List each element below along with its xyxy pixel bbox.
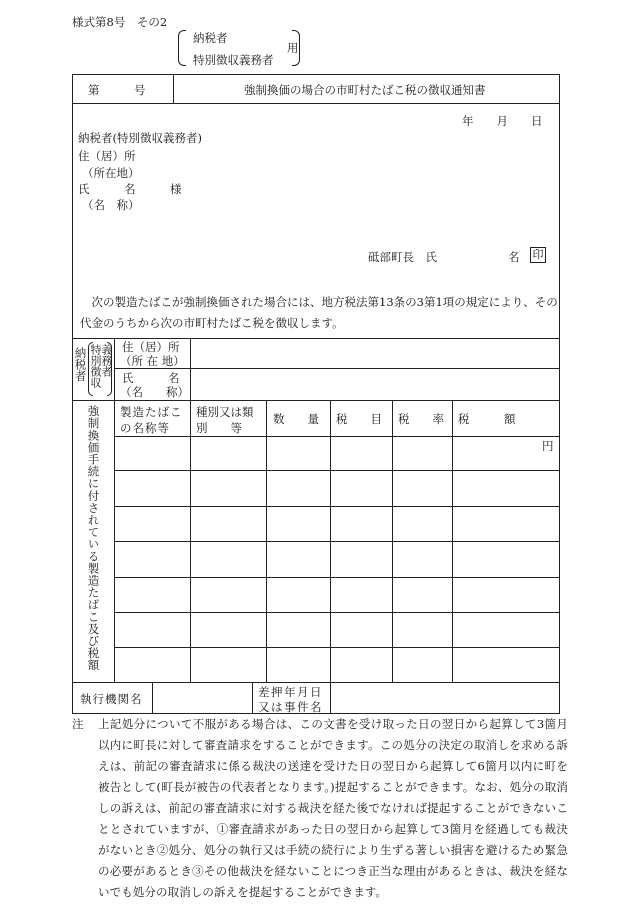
taxpayer-field-divider — [190, 338, 191, 400]
header-product-name: 製造たばこの名称等 — [120, 405, 183, 435]
goods-row-line — [114, 436, 560, 437]
recipient-address: 住（居）所 — [78, 149, 136, 163]
bracket-left — [178, 30, 186, 66]
bracket-suffix: 用 — [287, 41, 299, 55]
mayor-name-label: 名 — [508, 250, 520, 264]
taxpayer-location-label: （所 在 地） — [120, 354, 185, 368]
header-category: 種別又は類別 等 — [196, 405, 254, 435]
bracket-line1: 納税者 — [193, 31, 228, 45]
goods-row-line — [114, 470, 560, 471]
goods-bottom-line — [72, 682, 560, 683]
footer-col-1 — [152, 682, 153, 714]
taxpayer-side-label: 納税者 — [73, 347, 88, 382]
mayor-label: 砥部町長 氏 — [368, 250, 437, 264]
goods-row-line — [114, 612, 560, 613]
recipient-taxpayer: 納税者(特別徴収義務者) — [78, 131, 202, 145]
footer-col-2 — [252, 682, 253, 714]
document-number: 第 号 — [88, 83, 146, 97]
recipient-location: （所在地） — [82, 166, 140, 180]
header-tax-amount: 税 額 — [458, 412, 516, 426]
footer-col-3 — [330, 682, 331, 714]
bracket-line2: 特別徴収義務者 — [193, 53, 274, 67]
date-label: 年 月 日 — [462, 114, 543, 128]
taxpayer-corp-label: （名 称） — [120, 385, 189, 399]
recipient-corp-name: （名 称） — [82, 198, 140, 212]
note-text: 上記処分について不服がある場合は、この文書を受け取った日の翌日から起算して3箇月以内に町長に対して審査請求をすることができます。この処分の決定の取消しを求める訴えは、前記の審査請求に係る裁決の送達を受けた日の翌日から起算して6箇月以内に町を被告として(町長が被告の代表者となります。)提起することができます。なお、処分の取消しの訴えは、前記の審査請求に対する裁決を経た後でなければ提起することができないこととされていますが、①審査請求があった日の翌日から起算して3箇月を経過しても裁決がないとき②処分、処分の執行又は手続の続行により生ずる著しい損害を避けるため緊急の必要があるとき③その他裁決を経ないことにつき正当な理由があるときは、裁決を経ないでも処分の取消しの訴えを提起することができます。 — [98, 717, 568, 899]
note-prefix: 注 — [72, 717, 84, 731]
intro-text: 次の製造たばこが強制換価された場合には、地方税法第13条の3第1項の規定により、その代金のうちから次の市町村たばこ税を徴収します。 — [80, 295, 558, 330]
seal-stamp: 印 — [530, 247, 546, 263]
withholder-label-1: 義務者 — [100, 344, 113, 377]
taxpayer-label-divider — [114, 338, 115, 400]
title-row-divider — [72, 103, 560, 104]
taxpayer-name-label: 氏 名 — [122, 371, 180, 385]
goods-row-line — [114, 647, 560, 648]
executor-label: 執行機関名 — [80, 692, 143, 706]
document-title: 強制換価の場合の市町村たばこ税の徴収通知書 — [244, 83, 486, 97]
goods-row-line — [114, 541, 560, 542]
header-tax-rate: 税 率 — [398, 412, 444, 426]
withholder-label-2: 特別徴収 — [89, 344, 102, 388]
seizure-label-1: 差押年月日 — [258, 685, 323, 699]
header-tax-item: 税 目 — [336, 412, 382, 426]
header-quantity: 数 量 — [273, 412, 319, 426]
seizure-label-2: 又は事件名 — [258, 700, 323, 714]
goods-row-line — [114, 577, 560, 578]
recipient-name: 氏 名 様 — [78, 182, 182, 196]
taxpayer-bottom-line — [72, 400, 560, 401]
taxpayer-address-label: 住（居）所 — [122, 340, 180, 354]
goods-row-line — [114, 506, 560, 507]
yen-unit: 円 — [542, 439, 554, 453]
form-number: 様式第8号 その2 — [72, 15, 168, 29]
title-col-divider — [173, 74, 174, 103]
goods-side-label: 強制換価手続に付されている製造たばこ及び税額 — [86, 405, 101, 672]
